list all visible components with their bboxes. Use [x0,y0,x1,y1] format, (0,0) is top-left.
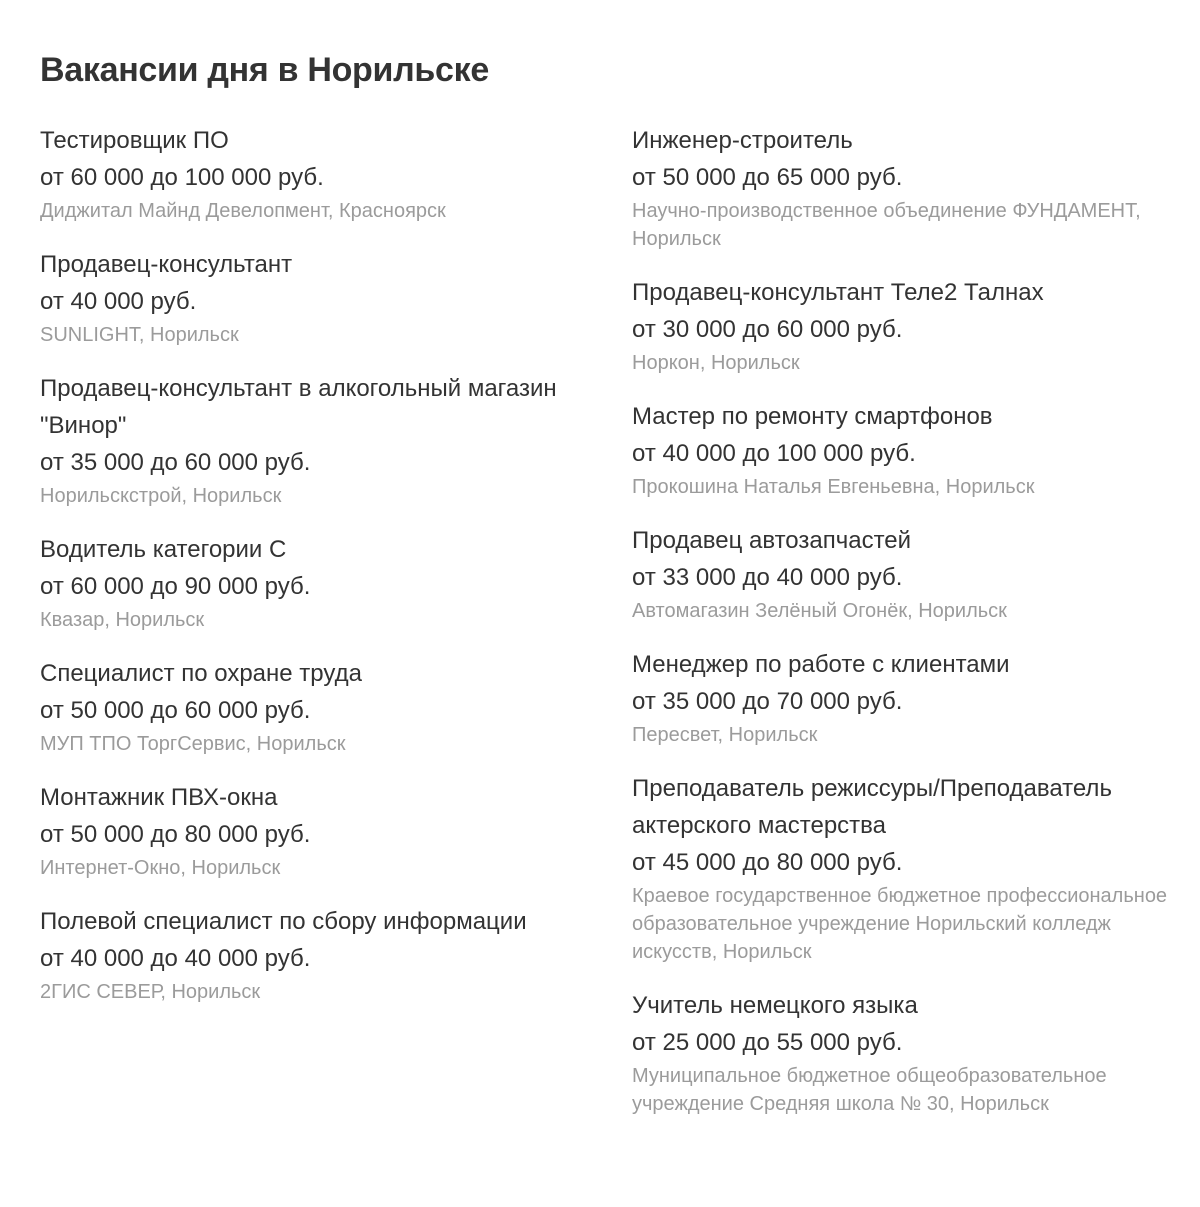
vacancy-salary: от 30 000 до 60 000 руб. [632,316,903,343]
vacancy-company: Автомагазин Зелёный Огонёк, Норильск [632,600,1007,622]
vacancy-company: МУП ТПО ТоргСервис, Норильск [40,733,346,755]
vacancies-widget [40,48,1180,1115]
vacancy-item [40,655,580,758]
vacancy-salary: от 40 000 до 100 000 руб. [632,440,916,467]
vacancy-item [40,370,580,510]
vacancy-item [632,522,1172,625]
vacancy-company: Прокошина Наталья Евгеньевна, Норильск [632,476,1035,498]
vacancy-company: Пересвет, Норильск [632,724,818,746]
vacancy-column-left [40,122,580,1027]
vacancy-item [40,531,580,634]
vacancy-company: Квазар, Норильск [40,609,205,631]
vacancy-salary: от 60 000 до 100 000 руб. [40,164,324,191]
vacancy-salary: от 50 000 до 65 000 руб. [632,164,903,191]
vacancy-salary: от 60 000 до 90 000 руб. [40,573,311,600]
vacancy-title-link[interactable]: Продавец-консультант [40,251,293,278]
vacancy-title-link[interactable]: Полевой специалист по сбору информации [40,908,527,935]
vacancy-company: 2ГИС СЕВЕР, Норильск [40,981,261,1003]
vacancy-item [632,398,1172,501]
vacancy-item [40,903,580,1006]
vacancy-salary: от 25 000 до 55 000 руб. [632,1029,903,1056]
vacancy-salary: от 35 000 до 60 000 руб. [40,449,311,476]
vacancy-title-link[interactable]: Менеджер по работе с клиентами [632,651,1010,678]
vacancy-company: Научно-производственное объединение ФУНДАМЕНТ, Норильск [632,200,1141,250]
vacancy-salary: от 35 000 до 70 000 руб. [632,688,903,715]
vacancy-salary: от 50 000 до 80 000 руб. [40,821,311,848]
vacancy-item [632,646,1172,749]
vacancy-item [40,246,580,349]
vacancy-title-link[interactable]: Преподаватель режиссуры/Преподаватель актерского мастерства [632,775,1112,839]
vacancy-item [632,122,1172,253]
vacancy-title-link[interactable]: Монтажник ПВХ-окна [40,784,278,811]
vacancy-company: SUNLIGHT, Норильск [40,324,239,346]
vacancy-salary: от 33 000 до 40 000 руб. [632,564,903,591]
vacancy-item [632,770,1172,966]
vacancy-company: Норильскстрой, Норильск [40,485,282,507]
vacancy-company: Норкон, Норильск [632,352,800,374]
vacancy-salary: от 45 000 до 80 000 руб. [632,849,903,876]
vacancy-salary: от 40 000 до 40 000 руб. [40,945,311,972]
vacancy-company: Краевое государственное бюджетное профессиональное образовательное учреждение Норильский колледж искусств, Норильск [632,885,1168,963]
vacancy-title-link[interactable]: Продавец-консультант Теле2 Талнах [632,279,1044,306]
vacancy-title-link[interactable]: Инженер-строитель [632,127,853,154]
page-title: Вакансии дня в Норильске [40,51,489,89]
vacancy-title-link[interactable]: Тестировщик ПО [40,127,229,154]
vacancy-item [40,779,580,882]
vacancy-title-link[interactable]: Водитель категории С [40,536,287,563]
vacancy-title-link[interactable]: Продавец-консультант в алкогольный магазин "Винор" [40,375,557,439]
vacancy-company: Диджитал Майнд Девелопмент, Красноярск [40,200,446,222]
vacancy-title-link[interactable]: Продавец автозапчастей [632,527,912,554]
vacancy-title-link[interactable]: Учитель немецкого языка [632,992,918,1019]
vacancy-item [40,122,580,225]
vacancy-salary: от 50 000 до 60 000 руб. [40,697,311,724]
vacancy-item [632,274,1172,377]
vacancy-item [632,987,1172,1118]
vacancy-column-right [632,122,1172,1139]
vacancy-title-link[interactable]: Мастер по ремонту смартфонов [632,403,993,430]
vacancy-title-link[interactable]: Специалист по охране труда [40,660,362,687]
vacancy-salary: от 40 000 руб. [40,288,197,315]
vacancy-company: Интернет-Окно, Норильск [40,857,281,879]
vacancy-company: Муниципальное бюджетное общеобразовательное учреждение Средняя школа № 30, Норильск [632,1065,1107,1115]
